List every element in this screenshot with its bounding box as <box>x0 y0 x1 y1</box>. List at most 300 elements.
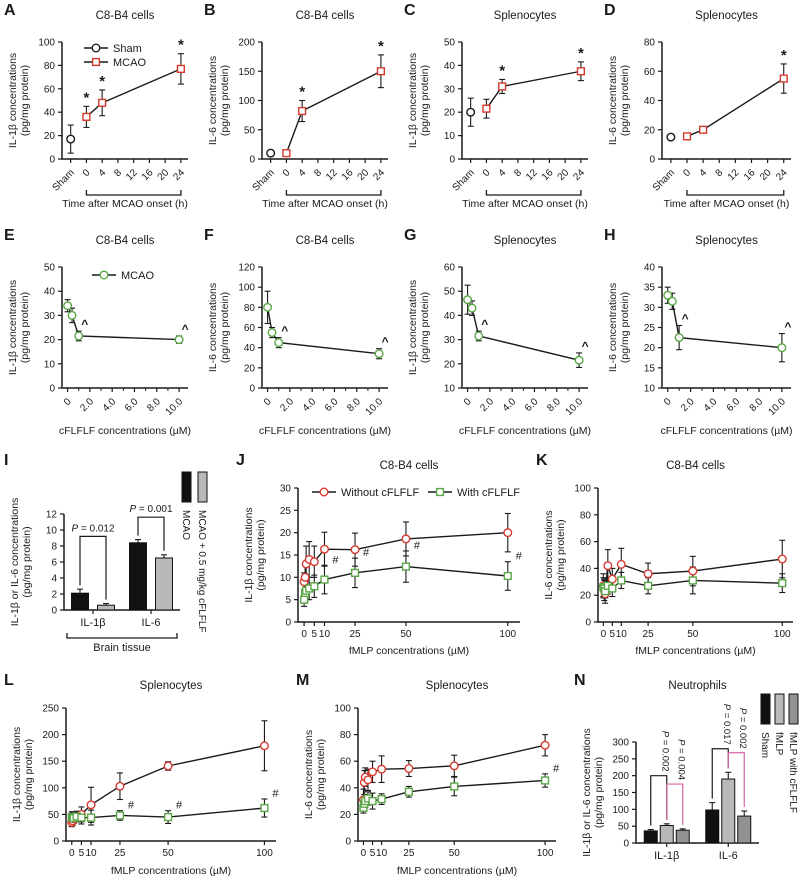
svg-text:30: 30 <box>279 483 291 495</box>
svg-text:80: 80 <box>643 37 655 49</box>
svg-text:50: 50 <box>43 262 55 274</box>
panel-title: Splenocytes <box>425 680 489 692</box>
panel-F <box>200 225 400 450</box>
svg-text:MCAO: MCAO <box>113 56 146 69</box>
svg-text:4.0: 4.0 <box>500 396 519 414</box>
svg-text:20: 20 <box>355 167 372 183</box>
svg-text:100: 100 <box>499 629 517 640</box>
svg-text:*: * <box>99 72 106 90</box>
svg-text:100: 100 <box>773 629 791 640</box>
svg-text:15: 15 <box>643 363 655 375</box>
svg-text:P = 0.004: P = 0.004 <box>675 739 687 781</box>
panel-title: C8-B4 cells <box>666 460 725 472</box>
svg-text:10.0: 10.0 <box>363 396 386 418</box>
panel-E <box>0 225 200 450</box>
svg-text:250: 250 <box>42 703 59 715</box>
svg-text:0: 0 <box>49 154 55 166</box>
svg-text:fMLP: fMLP <box>773 732 784 756</box>
svg-text:8.0: 8.0 <box>145 396 163 414</box>
svg-text:P = 0.017: P = 0.017 <box>720 703 732 745</box>
svg-text:4.0: 4.0 <box>100 396 119 414</box>
svg-text:10.0: 10.0 <box>163 396 186 418</box>
svg-text:60: 60 <box>339 756 351 768</box>
panel-letter: B <box>204 2 216 19</box>
svg-text:10: 10 <box>443 383 455 395</box>
svg-text:12: 12 <box>725 167 742 183</box>
panel-title: C8-B4 cells <box>95 235 155 247</box>
svg-text:IL-6 concentrations: IL-6 concentrations <box>207 282 219 373</box>
svg-text:0: 0 <box>585 617 591 629</box>
svg-text:4: 4 <box>51 573 57 585</box>
panel-chart-C <box>400 0 600 225</box>
panel-A <box>0 0 200 225</box>
panel-title: Neutrophils <box>668 680 727 692</box>
svg-text:30: 30 <box>643 302 655 314</box>
svg-text:With cFLFLF: With cFLFLF <box>457 486 520 499</box>
panel-chart-L <box>0 670 292 891</box>
svg-text:10: 10 <box>643 383 655 395</box>
svg-text:50: 50 <box>687 629 699 640</box>
svg-text:5: 5 <box>285 595 291 607</box>
panel-letter: C <box>404 2 416 19</box>
svg-text:^: ^ <box>481 317 489 332</box>
svg-text:24: 24 <box>774 167 790 183</box>
svg-text:16: 16 <box>539 167 556 183</box>
svg-text:300: 300 <box>612 737 629 749</box>
svg-text:0: 0 <box>301 629 307 640</box>
svg-text:6.0: 6.0 <box>322 396 341 414</box>
panel-title: C8-B4 cells <box>95 10 155 22</box>
panel-title: Splenocytes <box>493 10 557 22</box>
svg-text:^: ^ <box>381 334 389 349</box>
svg-text:24: 24 <box>171 167 188 183</box>
svg-text:50: 50 <box>400 629 412 640</box>
svg-text:80: 80 <box>243 302 255 314</box>
svg-text:(pg/mg protein): (pg/mg protein) <box>19 291 31 364</box>
panel-chart-B <box>200 0 400 225</box>
svg-text:100: 100 <box>238 96 255 107</box>
svg-text:10: 10 <box>318 629 331 640</box>
svg-text:16: 16 <box>741 167 758 183</box>
svg-text:^: ^ <box>81 317 89 332</box>
svg-text:10: 10 <box>85 848 97 859</box>
svg-text:Without cFLFLF: Without cFLFLF <box>341 486 420 499</box>
svg-text:40: 40 <box>443 310 455 322</box>
svg-text:IL-1β or IL-6 concentrations: IL-1β or IL-6 concentrations <box>9 497 21 627</box>
svg-text:10.0: 10.0 <box>563 396 586 418</box>
panel-letter: H <box>604 227 616 244</box>
svg-text:20: 20 <box>443 107 455 119</box>
svg-text:25: 25 <box>114 848 126 859</box>
svg-text:8.0: 8.0 <box>747 396 766 414</box>
svg-text:40: 40 <box>43 286 55 298</box>
svg-text:50: 50 <box>443 37 455 49</box>
svg-text:30: 30 <box>43 310 55 322</box>
svg-text:0: 0 <box>649 154 655 166</box>
svg-text:12: 12 <box>324 167 340 183</box>
svg-text:10: 10 <box>376 848 388 859</box>
svg-text:Sham: Sham <box>759 732 770 759</box>
svg-text:25: 25 <box>279 505 291 517</box>
svg-text:24: 24 <box>371 167 388 183</box>
svg-text:50: 50 <box>443 286 455 298</box>
svg-text:2.0: 2.0 <box>679 396 697 414</box>
svg-text:fMLP concentrations (µM): fMLP concentrations (µM) <box>635 645 756 657</box>
svg-text:10: 10 <box>279 572 291 584</box>
panel-letter: L <box>4 672 14 689</box>
svg-text:P = 0.001: P = 0.001 <box>129 504 173 516</box>
panel-K <box>532 450 807 670</box>
svg-text:(pg/mg protein): (pg/mg protein) <box>21 526 33 598</box>
svg-text:4.0: 4.0 <box>300 396 319 414</box>
svg-text:Sham: Sham <box>50 167 77 194</box>
svg-text:^: ^ <box>581 338 589 353</box>
svg-text:(pg/mg protein): (pg/mg protein) <box>593 756 605 829</box>
svg-text:0: 0 <box>280 167 293 180</box>
svg-text:2.0: 2.0 <box>278 396 296 414</box>
svg-text:cFLFLF concentrations (µM): cFLFLF concentrations (µM) <box>660 425 793 437</box>
panel-chart-N <box>570 670 807 891</box>
svg-text:8: 8 <box>512 167 525 180</box>
svg-text:0: 0 <box>360 848 367 859</box>
svg-text:0: 0 <box>600 629 607 640</box>
svg-text:IL-1β concentrations: IL-1β concentrations <box>407 52 419 149</box>
svg-text:12: 12 <box>124 167 140 183</box>
svg-text:(pg/mg protein): (pg/mg protein) <box>555 519 567 591</box>
svg-text:IL-1β: IL-1β <box>654 850 680 862</box>
svg-text:fMLP concentrations (µM): fMLP concentrations (µM) <box>396 865 518 877</box>
svg-text:150: 150 <box>42 756 59 768</box>
svg-text:200: 200 <box>238 37 255 49</box>
svg-text:MCAO: MCAO <box>180 510 191 540</box>
svg-text:4: 4 <box>296 167 309 180</box>
svg-text:10: 10 <box>615 629 627 640</box>
svg-text:P = 0.002: P = 0.002 <box>736 707 748 749</box>
svg-text:40: 40 <box>339 783 351 795</box>
svg-text:25: 25 <box>403 848 415 859</box>
panel-letter: K <box>536 452 548 469</box>
svg-text:IL-1β concentrations: IL-1β concentrations <box>7 279 19 376</box>
svg-text:60: 60 <box>243 323 255 334</box>
svg-text:60: 60 <box>443 262 455 274</box>
svg-text:^: ^ <box>784 319 792 334</box>
svg-text:*: * <box>780 46 787 64</box>
svg-text:100: 100 <box>334 703 351 715</box>
svg-text:20: 20 <box>43 131 55 143</box>
svg-text:0: 0 <box>49 383 55 395</box>
panel-chart-E <box>0 225 200 450</box>
svg-text:20: 20 <box>555 167 572 183</box>
panel-L <box>0 670 292 891</box>
svg-text:IL-1β concentrations: IL-1β concentrations <box>7 52 19 149</box>
svg-text:0: 0 <box>261 396 274 409</box>
svg-text:80: 80 <box>43 60 55 72</box>
svg-text:8: 8 <box>713 167 726 180</box>
svg-text:5: 5 <box>78 848 85 859</box>
svg-text:8.0: 8.0 <box>545 396 563 414</box>
svg-text:10: 10 <box>43 359 55 371</box>
panel-H <box>600 225 807 450</box>
svg-text:IL-6 concentrations: IL-6 concentrations <box>607 282 619 373</box>
svg-text:50: 50 <box>448 848 460 859</box>
panel-letter: N <box>574 672 586 689</box>
svg-text:0: 0 <box>53 836 59 848</box>
svg-text:2.0: 2.0 <box>78 396 96 414</box>
svg-text:5: 5 <box>311 629 318 640</box>
panel-title: Splenocytes <box>139 680 203 692</box>
svg-text:10: 10 <box>443 131 455 143</box>
panel-chart-K <box>532 450 807 670</box>
svg-text:IL-1β concentrations: IL-1β concentrations <box>11 726 23 823</box>
svg-text:(pg/mg protein): (pg/mg protein) <box>419 291 431 364</box>
svg-text:30: 30 <box>443 84 455 96</box>
svg-text:^: ^ <box>681 311 689 326</box>
svg-text:40: 40 <box>643 262 655 274</box>
panel-title: C8-B4 cells <box>295 235 355 247</box>
panel-chart-J <box>232 450 532 670</box>
svg-text:IL-1β or IL-6 concentrations: IL-1β or IL-6 concentrations <box>581 728 593 857</box>
svg-text:(pg/mg protein): (pg/mg protein) <box>219 64 231 137</box>
svg-text:fMLP with cFLFLF: fMLP with cFLFLF <box>787 732 798 813</box>
panel-chart-M <box>292 670 570 891</box>
svg-text:#: # <box>176 799 183 812</box>
svg-text:100: 100 <box>612 804 629 816</box>
svg-text:6.0: 6.0 <box>122 396 141 414</box>
svg-text:24: 24 <box>571 167 588 183</box>
svg-text:Time after MCAO onset (h): Time after MCAO onset (h) <box>262 198 388 210</box>
svg-text:100: 100 <box>42 783 59 795</box>
svg-text:0: 0 <box>61 396 74 409</box>
svg-text:P = 0.012: P = 0.012 <box>71 523 115 535</box>
svg-text:20: 20 <box>579 590 591 602</box>
svg-text:(pg/mg protein): (pg/mg protein) <box>619 64 631 137</box>
svg-text:Time after MCAO onset (h): Time after MCAO onset (h) <box>462 198 588 210</box>
panel-M <box>292 670 570 891</box>
svg-text:^: ^ <box>281 323 289 338</box>
svg-text:0: 0 <box>249 154 255 166</box>
panel-title: Splenocytes <box>695 10 758 22</box>
svg-text:IL-6 concentrations: IL-6 concentrations <box>207 55 219 146</box>
svg-text:12: 12 <box>524 167 540 183</box>
svg-text:#: # <box>362 547 370 560</box>
svg-text:0: 0 <box>51 605 57 617</box>
svg-text:cFLFLF concentrations (µM): cFLFLF concentrations (µM) <box>58 425 192 437</box>
svg-text:Time after MCAO onset (h): Time after MCAO onset (h) <box>62 198 188 210</box>
svg-text:#: # <box>413 539 421 552</box>
svg-text:4.0: 4.0 <box>701 396 720 414</box>
svg-text:30: 30 <box>443 335 455 347</box>
svg-text:0: 0 <box>681 167 694 180</box>
panel-letter: J <box>236 452 245 469</box>
svg-text:IL-1β: IL-1β <box>80 617 106 629</box>
svg-text:^: ^ <box>181 321 189 336</box>
svg-text:5: 5 <box>369 848 376 859</box>
svg-text:2.0: 2.0 <box>478 396 496 414</box>
panel-chart-D <box>600 0 807 225</box>
svg-text:8.0: 8.0 <box>345 396 363 414</box>
svg-text:4: 4 <box>496 167 509 180</box>
svg-text:20: 20 <box>279 528 291 540</box>
svg-text:20: 20 <box>758 167 774 183</box>
svg-text:#: # <box>332 554 339 567</box>
svg-text:20: 20 <box>443 359 455 371</box>
panel-chart-I <box>0 450 232 670</box>
svg-text:8: 8 <box>112 167 125 180</box>
panel-letter: M <box>296 672 310 689</box>
svg-text:P = 0.002: P = 0.002 <box>659 730 671 772</box>
svg-text:12: 12 <box>45 509 57 521</box>
svg-text:16: 16 <box>139 167 156 183</box>
panel-title: Splenocytes <box>695 235 758 247</box>
svg-text:IL-6: IL-6 <box>141 617 161 629</box>
svg-text:15: 15 <box>279 550 291 562</box>
panel-title: C8-B4 cells <box>379 460 439 472</box>
svg-text:150: 150 <box>238 66 255 78</box>
svg-text:200: 200 <box>612 771 629 783</box>
svg-text:100: 100 <box>574 483 591 495</box>
svg-text:16: 16 <box>339 167 356 183</box>
svg-text:10.0: 10.0 <box>766 396 788 418</box>
svg-text:6: 6 <box>51 557 57 569</box>
svg-text:25: 25 <box>643 323 655 334</box>
svg-text:40: 40 <box>243 343 255 355</box>
svg-text:0: 0 <box>480 167 493 180</box>
svg-text:100: 100 <box>238 282 255 294</box>
svg-text:(pg/mg protein): (pg/mg protein) <box>23 738 35 811</box>
panel-J <box>232 450 532 670</box>
svg-text:#: # <box>127 799 135 812</box>
svg-text:100: 100 <box>256 848 273 859</box>
svg-text:IL-6 concentrations: IL-6 concentrations <box>303 729 315 820</box>
svg-text:cFLFLF concentrations (µM): cFLFLF concentrations (µM) <box>258 425 392 437</box>
svg-text:#: # <box>553 762 560 775</box>
svg-text:*: * <box>83 89 90 107</box>
panel-title: Splenocytes <box>493 235 557 247</box>
svg-text:100: 100 <box>38 37 55 49</box>
svg-text:10: 10 <box>45 525 57 537</box>
svg-text:#: # <box>272 787 279 800</box>
svg-text:4: 4 <box>697 167 710 180</box>
svg-text:100: 100 <box>536 848 554 859</box>
panel-title: C8-B4 cells <box>295 10 355 22</box>
svg-text:(pg/mg protein): (pg/mg protein) <box>19 64 31 137</box>
svg-text:20: 20 <box>643 343 655 355</box>
svg-text:*: * <box>577 44 584 62</box>
svg-text:200: 200 <box>42 730 59 742</box>
svg-text:120: 120 <box>238 262 255 274</box>
svg-text:0: 0 <box>449 154 455 166</box>
svg-text:50: 50 <box>162 848 174 859</box>
svg-text:50: 50 <box>47 809 59 821</box>
svg-text:(pg/mg protein): (pg/mg protein) <box>315 738 327 811</box>
svg-text:IL-6: IL-6 <box>718 850 738 862</box>
svg-text:0: 0 <box>285 617 291 629</box>
svg-text:IL-1β concentrations: IL-1β concentrations <box>243 507 255 603</box>
svg-text:0: 0 <box>623 838 629 850</box>
svg-text:0: 0 <box>80 167 93 180</box>
svg-text:Brain tissue: Brain tissue <box>93 642 151 654</box>
svg-text:0: 0 <box>461 396 474 409</box>
svg-text:IL-1β concentrations: IL-1β concentrations <box>407 279 419 376</box>
svg-text:2: 2 <box>51 589 57 601</box>
svg-text:Sham: Sham <box>650 167 677 194</box>
svg-text:0: 0 <box>662 396 674 409</box>
svg-text:(pg/mg protein): (pg/mg protein) <box>219 291 231 364</box>
panel-letter: A <box>4 2 16 19</box>
svg-text:0: 0 <box>249 383 255 395</box>
panel-letter: E <box>4 227 15 244</box>
panel-G <box>400 225 600 450</box>
panel-letter: D <box>604 2 616 19</box>
svg-text:20: 20 <box>243 363 255 375</box>
svg-text:Sham: Sham <box>450 167 477 194</box>
svg-text:0: 0 <box>345 836 351 848</box>
panel-chart-G <box>400 225 600 450</box>
svg-text:Sham: Sham <box>113 42 142 55</box>
svg-text:5: 5 <box>609 629 616 640</box>
panel-D <box>600 0 807 225</box>
svg-text:60: 60 <box>579 537 591 549</box>
svg-text:(pg/mg protein): (pg/mg protein) <box>255 519 267 591</box>
svg-text:*: * <box>177 36 184 54</box>
svg-text:*: * <box>299 83 306 101</box>
panel-C <box>400 0 600 225</box>
svg-text:35: 35 <box>643 282 655 294</box>
svg-text:*: * <box>499 62 506 80</box>
panel-I <box>0 450 232 670</box>
svg-text:(pg/mg protein): (pg/mg protein) <box>419 64 431 137</box>
panel-letter: G <box>404 227 417 244</box>
svg-text:6.0: 6.0 <box>724 396 743 414</box>
svg-text:40: 40 <box>579 563 591 575</box>
svg-text:50: 50 <box>243 125 255 137</box>
panel-B <box>200 0 400 225</box>
svg-text:MCAO: MCAO <box>121 269 154 282</box>
svg-text:50: 50 <box>617 821 629 833</box>
svg-text:IL-6 concentrations: IL-6 concentrations <box>543 510 555 600</box>
svg-text:*: * <box>377 37 384 55</box>
svg-text:4: 4 <box>96 167 109 180</box>
svg-text:fMLP concentrations (µM): fMLP concentrations (µM) <box>110 865 232 877</box>
svg-text:60: 60 <box>643 66 655 78</box>
svg-text:8: 8 <box>51 541 57 553</box>
panel-letter: I <box>4 452 9 469</box>
svg-text:(pg/mg protein): (pg/mg protein) <box>619 291 631 364</box>
svg-text:Time after MCAO onset (h): Time after MCAO onset (h) <box>663 198 790 210</box>
svg-text:250: 250 <box>612 754 629 766</box>
panel-letter: F <box>204 227 214 244</box>
svg-text:40: 40 <box>43 107 55 119</box>
svg-text:20: 20 <box>155 167 172 183</box>
svg-text:6.0: 6.0 <box>522 396 541 414</box>
panel-chart-H <box>600 225 807 450</box>
svg-text:IL-6 concentrations: IL-6 concentrations <box>607 55 619 146</box>
svg-text:fMLP concentrations (µM): fMLP concentrations (µM) <box>348 645 470 657</box>
svg-text:Sham: Sham <box>250 167 277 194</box>
svg-text:40: 40 <box>443 60 455 72</box>
svg-text:#: # <box>515 550 522 563</box>
svg-text:150: 150 <box>612 788 629 799</box>
panel-chart-A <box>0 0 200 225</box>
svg-text:0: 0 <box>68 848 75 859</box>
svg-text:60: 60 <box>43 84 55 96</box>
svg-text:80: 80 <box>579 510 591 522</box>
svg-text:8: 8 <box>312 167 325 180</box>
svg-text:20: 20 <box>339 809 351 821</box>
svg-text:20: 20 <box>43 335 55 347</box>
svg-text:cFLFLF concentrations (µM): cFLFLF concentrations (µM) <box>458 425 592 437</box>
panel-chart-F <box>200 225 400 450</box>
